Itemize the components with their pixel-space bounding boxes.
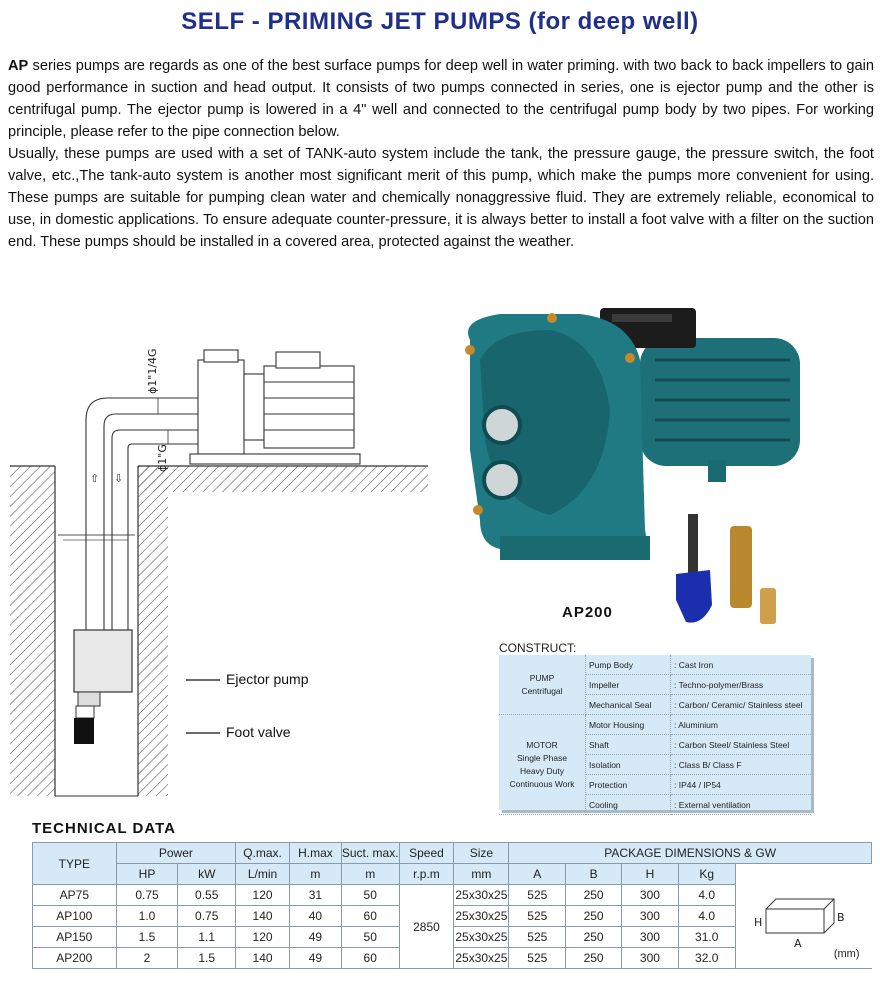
cell-hp: 0.75 [116, 885, 178, 906]
pump-photo [440, 300, 860, 630]
cell-hp: 1.0 [116, 906, 178, 927]
col-a: A [509, 864, 566, 885]
intro-paragraph-1-text: series pumps are regards as one of the best surface pumps for deep well in water priming. with two back to back impellers to gain good performance in suction and head output. It consists of two pumps connected in series, one is ejector pump and the other is centrifugal pump. The ejector pump is lowered in a 4" well and connected to the centrifugal pump body by two pipes. For working principle, please refer to the pipe connection below. [8, 58, 874, 140]
group-line: Single Phase [516, 752, 568, 763]
col-speed-unit: r.p.m [399, 864, 454, 885]
page-title: SELF - PRIMING JET PUMPS (for deep well) [181, 8, 699, 35]
dimension-unit: (mm) [833, 948, 860, 960]
col-box-header [735, 864, 871, 885]
cell-b: 250 [566, 927, 622, 948]
technical-data-table [32, 842, 872, 969]
cell-b: 250 [566, 948, 622, 969]
cell-b: 250 [566, 885, 622, 906]
construct-value: : Aluminium [671, 715, 812, 735]
cell-hh: 300 [622, 885, 679, 906]
ground-surface [138, 466, 428, 492]
cell-suct: 50 [341, 927, 399, 948]
cell-h: 31 [289, 885, 341, 906]
suction-port [484, 462, 520, 498]
pipe-label-bottom: ϕ1"G [156, 444, 169, 472]
construct-value: : Carbon Steel/ Stainless Steel [671, 735, 812, 755]
construct-item: Pump Body [586, 655, 671, 675]
cell-hh: 300 [622, 927, 679, 948]
col-qmax-unit: L/min [236, 864, 290, 885]
intro-text [8, 55, 874, 253]
col-hmax-unit: m [289, 864, 341, 885]
col-type: TYPE [33, 843, 117, 885]
table-subheader-row [33, 864, 872, 885]
table-row [33, 885, 872, 906]
surface-pump [190, 350, 360, 464]
col-suct-unit: m [341, 864, 399, 885]
col-h: H [622, 864, 679, 885]
cell-type: AP100 [33, 906, 117, 927]
well-diagram-svg [8, 330, 428, 810]
motor-housing [640, 338, 800, 466]
photo-caption: AP200 [562, 604, 613, 621]
col-kw: kW [178, 864, 236, 885]
intro-paragraph-2: Usually, these pumps are used with a set of TANK-auto system include the tank, the pressure gauge, the pressure switch, the foot valve, etc.,The tank-auto system is another most significant merit of this pump, which make the pumps more convenient for using. These pumps are suitable for pumping clean water and chemically nonaggressive fluid. They are extremely reliable, economical to use, in domestic applications. To ensure adequate counter-pressure, it is always better to install a foot valve with a filter on the suction end. These pumps should be installed in a covered area, protected against the weather. [8, 146, 874, 250]
box-icon [744, 893, 854, 953]
cell-kg: 4.0 [678, 906, 735, 927]
construct-value: : Carbon/ Ceramic/ Stainless steel [671, 695, 812, 715]
box-label-b: B [836, 910, 845, 924]
cell-h: 49 [289, 948, 341, 969]
ejector-body [74, 630, 132, 692]
col-size-unit: mm [454, 864, 509, 885]
intro-paragraph-1 [8, 55, 874, 143]
construct-row [499, 655, 811, 675]
box-label-h: H [753, 915, 762, 929]
cell-a: 525 [509, 948, 566, 969]
construct-value: : External ventilation [671, 795, 812, 815]
col-size: Size [454, 843, 509, 864]
construct-value: : Techno-polymer/Brass [671, 675, 812, 695]
col-b: B [566, 864, 622, 885]
cell-q: 140 [236, 906, 290, 927]
cell-kg: 4.0 [678, 885, 735, 906]
cell-kg: 32.0 [678, 948, 735, 969]
ejector-nozzle-part [730, 526, 752, 608]
table-header-row [33, 843, 872, 864]
installation-diagram [8, 330, 428, 810]
col-speed: Speed [399, 843, 454, 864]
col-package: PACKAGE DIMENSIONS & GW [509, 843, 872, 864]
ground-left [10, 466, 55, 796]
cell-size: 25x30x25 [454, 948, 509, 969]
cell-type: AP200 [33, 948, 117, 969]
discharge-port [484, 407, 520, 443]
cell-a: 525 [509, 906, 566, 927]
foot-valve-filter [74, 718, 94, 744]
group-line: PUMP [529, 672, 555, 683]
technical-data-title: TECHNICAL DATA [32, 820, 176, 837]
construct-title: CONSTRUCT: [499, 641, 577, 655]
cell-size: 25x30x25 [454, 885, 509, 906]
construct-value: : IP44 / IP54 [671, 775, 812, 795]
col-power: Power [116, 843, 235, 864]
group-line: Heavy Duty [520, 765, 564, 776]
cell-q: 140 [236, 948, 290, 969]
cell-suct: 60 [341, 948, 399, 969]
cell-kw: 1.1 [178, 927, 236, 948]
svg-text:⇩: ⇩ [114, 472, 124, 485]
cell-hp: 1.5 [116, 927, 178, 948]
group-line: MOTOR [526, 739, 558, 750]
construct-item: Motor Housing [586, 715, 671, 735]
construct-item: Impeller [586, 675, 671, 695]
pump-illustration [440, 300, 860, 630]
cell-size: 25x30x25 [454, 906, 509, 927]
construct-row [499, 715, 811, 735]
construct-group-motor [499, 715, 586, 815]
cell-suct: 60 [341, 906, 399, 927]
construct-group-pump [499, 655, 586, 715]
cell-kw: 0.75 [178, 906, 236, 927]
box-label-a: A [793, 936, 802, 950]
cell-hh: 300 [622, 948, 679, 969]
construct-value: : Cast Iron [671, 655, 812, 675]
construct-item: Protection [586, 775, 671, 795]
cell-kw: 0.55 [178, 885, 236, 906]
foot-valve-part [676, 570, 712, 623]
series-name: AP [8, 58, 29, 74]
cell-h: 40 [289, 906, 341, 927]
cell-type: AP75 [33, 885, 117, 906]
cell-b: 250 [566, 906, 622, 927]
construct-value: : Class B/ Class F [671, 755, 812, 775]
construct-item: Shaft [586, 735, 671, 755]
cell-q: 120 [236, 927, 290, 948]
cell-type: AP150 [33, 927, 117, 948]
group-line: Continuous Work [509, 778, 575, 789]
construct-item: Mechanical Seal [586, 695, 671, 715]
cell-kg: 31.0 [678, 927, 735, 948]
fitting-part [760, 588, 776, 624]
ejector-pump-label: Ejector pump [226, 671, 309, 687]
col-suct: Suct. max. [341, 843, 399, 864]
ground-right [138, 466, 168, 796]
cell-hh: 300 [622, 906, 679, 927]
accessories [676, 514, 776, 624]
col-kg: Kg [678, 864, 735, 885]
package-box-diagram [735, 885, 871, 969]
cell-suct: 50 [341, 885, 399, 906]
cell-a: 525 [509, 885, 566, 906]
col-hp: HP [116, 864, 178, 885]
foot-valve-body [76, 706, 94, 718]
svg-text:⇧: ⇧ [90, 472, 100, 485]
cell-hp: 2 [116, 948, 178, 969]
construct-item: Isolation [586, 755, 671, 775]
col-qmax: Q.max. [236, 843, 290, 864]
group-line: Centrifugal [521, 685, 563, 696]
foot-valve-label: Foot valve [226, 724, 291, 740]
cell-q: 120 [236, 885, 290, 906]
cell-speed: 2850 [399, 885, 454, 969]
col-hmax: H.max [289, 843, 341, 864]
cell-size: 25x30x25 [454, 927, 509, 948]
construct-table [499, 655, 811, 810]
pipe-label-top: ϕ1"1/4G [146, 348, 159, 394]
construct-item: Cooling [586, 795, 671, 815]
cell-a: 525 [509, 927, 566, 948]
cell-h: 49 [289, 927, 341, 948]
cell-kw: 1.5 [178, 948, 236, 969]
